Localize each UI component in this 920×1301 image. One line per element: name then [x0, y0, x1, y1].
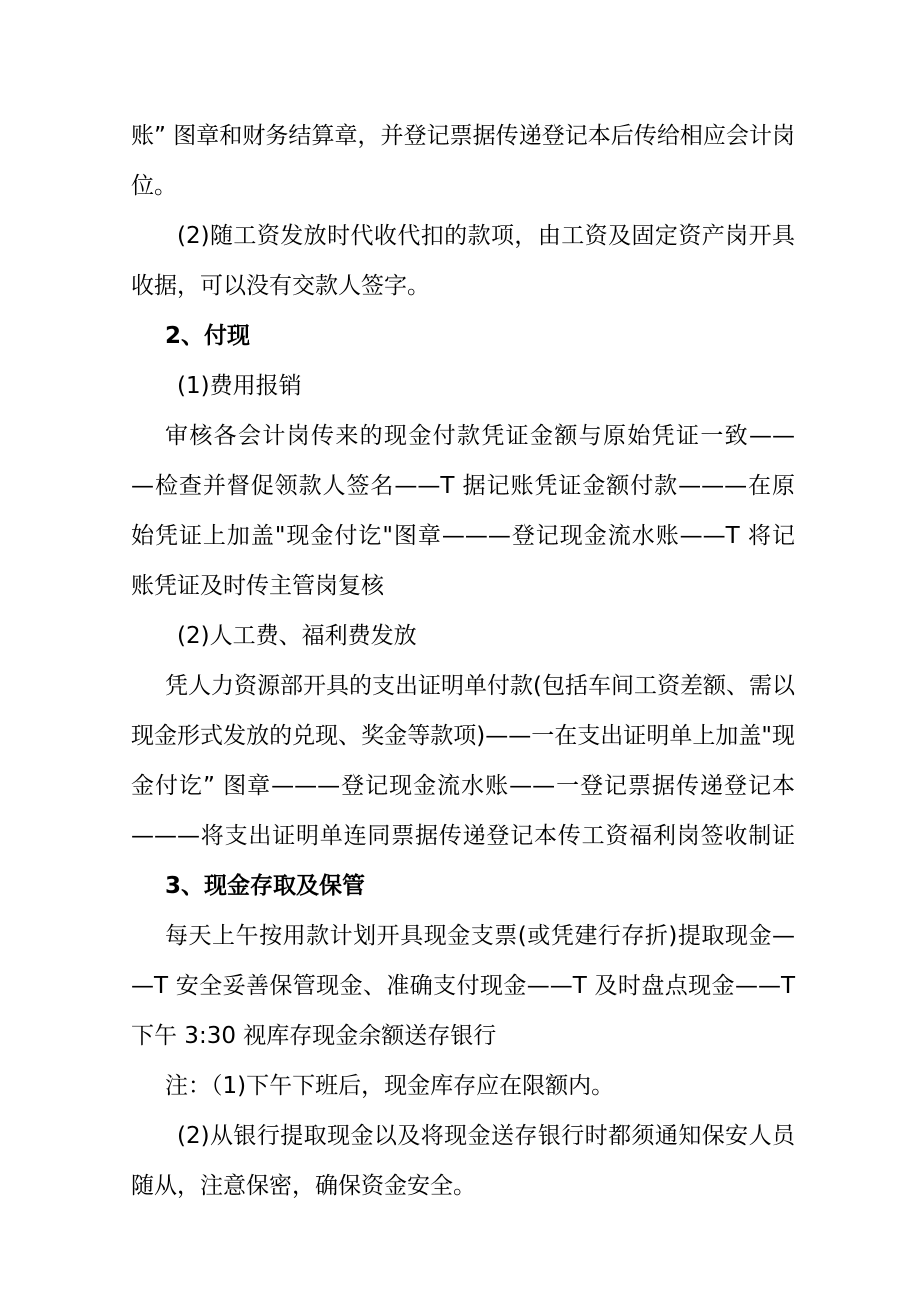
- document-body: [131, 111, 795, 1211]
- paragraph-line: 收据，可以没有交款人签字。: [131, 273, 430, 299]
- paragraph-line: 始凭证上加盖"现金付讫"图章———登记现金流水账——T 将记: [131, 523, 795, 549]
- paragraph-line: (2)随工资发放时代收代扣的款项，由工资及固定资产岗开具: [177, 223, 795, 249]
- subsection-heading: (2)人工费、福利费发放: [177, 623, 417, 649]
- section-heading: 2、付现: [165, 323, 251, 349]
- paragraph-line: —检查并督促领款人签名——T 据记账凭证金额付款———在原: [131, 473, 795, 499]
- paragraph-line: (2)从银行提取现金以及将现金送存银行时都须通知保安人员: [177, 1123, 795, 1149]
- paragraph-line: 现金形式发放的兑现、奖金等款项)——一在支出证明单上加盖"现: [131, 723, 795, 749]
- paragraph-line: 账凭证及时传主管岗复核: [131, 573, 384, 599]
- paragraph-line: 位。: [131, 173, 177, 199]
- note-line: 注：（1)下午下班后，现金库存应在限额内。: [165, 1073, 615, 1099]
- paragraph-line: ———将支出证明单连同票据传递登记本传工资福利岗签收制证: [131, 823, 795, 849]
- paragraph-line: 凭人力资源部开具的支出证明单付款(包括车间工资差额、需以: [165, 673, 795, 699]
- paragraph-line: 下午 3:30 视库存现金余额送存银行: [131, 1023, 497, 1049]
- paragraph-line: —T 安全妥善保管现金、准确支付现金——T 及时盘点现金——T: [131, 973, 795, 999]
- subsection-heading: (1)费用报销: [177, 373, 302, 399]
- paragraph-line: 账” 图章和财务结算章，并登记票据传递登记本后传给相应会计岗: [131, 123, 795, 149]
- paragraph-line: 随从，注意保密，确保资金安全。: [131, 1173, 476, 1199]
- paragraph-line: 金付讫” 图章———登记现金流水账——一登记票据传递登记本: [131, 773, 795, 799]
- paragraph-line: 审核各会计岗传来的现金付款凭证金额与原始凭证一致——: [165, 423, 795, 449]
- paragraph-line: 每天上午按用款计划开具现金支票(或凭建行存折)提取现金—: [165, 923, 795, 949]
- section-heading: 3、现金存取及保管: [165, 873, 366, 899]
